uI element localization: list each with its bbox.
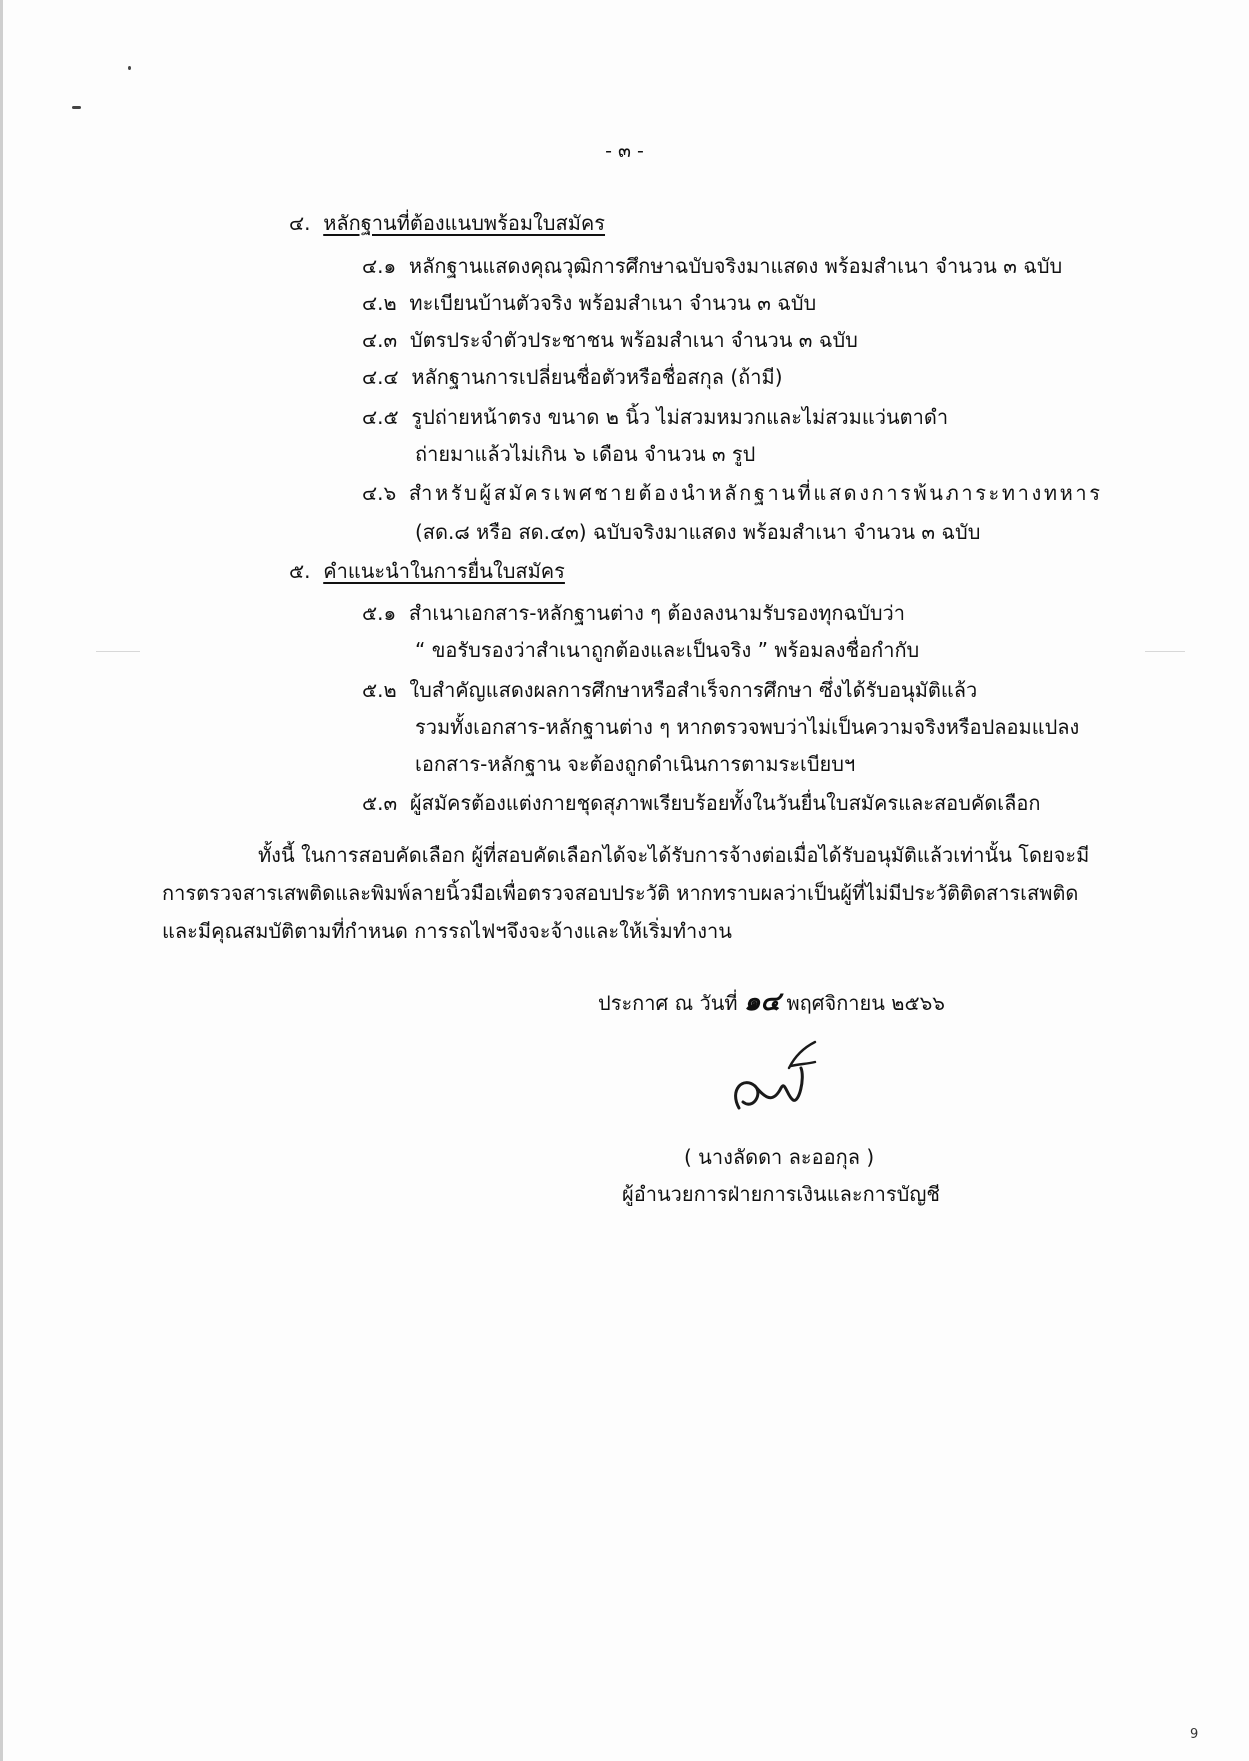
section-5-number: ๕. — [289, 559, 311, 583]
announcement-day: ๑๔ — [743, 987, 781, 1017]
item-5-2-continued: เอกสาร-หลักฐาน จะต้องถูกดำเนินการตามระเบียบฯ — [415, 752, 856, 776]
page-number: - ๓ - — [605, 140, 644, 162]
item-5-2-continued: รวมทั้งเอกสาร-หลักฐานต่าง ๆ หากตรวจพบว่าไม่เป็นความจริงหรือปลอมแปลง — [415, 715, 1080, 739]
announcement-date — [598, 989, 945, 1016]
item-4-6-continued: (สด.๘ หรือ สด.๔๓) ฉบับจริงมาแสดง พร้อมสำเนา จำนวน ๓ ฉบับ — [415, 520, 981, 544]
closing-line: ทั้งนี้ ในการสอบคัดเลือก ผู้ที่สอบคัดเลือกได้จะได้รับการจ้างต่อเมื่อได้รับอนุมัติแล้วเท่านั้น โดยจะมี — [258, 843, 1090, 867]
item-number: ๕.๑ — [362, 601, 397, 625]
item-4-5-continued: ถ่ายมาแล้วไม่เกิน ๖ เดือน จำนวน ๓ รูป — [415, 442, 756, 466]
item-text: หลักฐานการเปลี่ยนชื่อตัวหรือชื่อสกุล (ถ้ามี) — [411, 365, 783, 389]
scan-speck — [72, 106, 81, 109]
announcement-month-year: พฤศจิกายน ๒๕๖๖ — [786, 991, 945, 1015]
scan-speck — [128, 66, 131, 70]
item-text: ใบสำคัญแสดงผลการศึกษาหรือสำเร็จการศึกษา ซึ่งได้รับอนุมัติแล้ว — [409, 678, 978, 702]
scan-artifact-line — [1145, 651, 1185, 652]
item-5-2 — [362, 677, 977, 703]
closing-line: การตรวจสารเสพติดและพิมพ์ลายนิ้วมือเพื่อตรวจสอบประวัติ หากทราบผลว่าเป็นผู้ที่ไม่มีประวัติติดสารเสพติด — [162, 881, 1079, 905]
item-5-1-continued: “ ขอรับรองว่าสำเนาถูกต้องและเป็นจริง ” พร้อมลงชื่อกำกับ — [415, 638, 920, 662]
announcement-prefix: ประกาศ ณ วันที่ — [598, 991, 738, 1015]
item-text: สำเนาเอกสาร-หลักฐานต่าง ๆ ต้องลงนามรับรองทุกฉบับว่า — [408, 601, 905, 625]
corner-page-number: 9 — [1190, 1727, 1199, 1742]
item-number: ๔.๕ — [362, 405, 399, 429]
item-number: ๔.๔ — [362, 365, 399, 389]
signature-mark — [725, 1038, 835, 1128]
signatory-position: ผู้อำนวยการฝ่ายการเงินและการบัญชี — [622, 1182, 940, 1206]
item-text: สำหรับผู้สมัครเพศชายต้องนำหลักฐานที่แสดงการพ้นภาระทางทหาร — [408, 481, 1103, 505]
scan-edge — [0, 0, 3, 1761]
item-4-4 — [362, 364, 783, 390]
section-4-heading — [289, 210, 605, 236]
section-5-title: คำแนะนำในการยื่นใบสมัคร — [323, 559, 565, 583]
item-text: ผู้สมัครต้องแต่งกายชุดสุภาพเรียบร้อยทั้งในวันยื่นใบสมัครและสอบคัดเลือก — [409, 791, 1041, 815]
scan-artifact-line — [96, 651, 140, 652]
closing-line: และมีคุณสมบัติตามที่กำหนด การรถไฟฯจึงจะจ้างและให้เริ่มทำงาน — [162, 919, 732, 943]
item-4-3 — [362, 327, 858, 353]
signatory-name: ( นางลัดดา ละออกุล ) — [684, 1145, 875, 1169]
item-number: ๕.๓ — [362, 791, 398, 815]
item-text: หลักฐานแสดงคุณวุฒิการศึกษาฉบับจริงมาแสดง พร้อมสำเนา จำนวน ๓ ฉบับ — [408, 254, 1063, 278]
item-4-6 — [362, 480, 1103, 506]
item-4-1 — [362, 253, 1062, 279]
item-number: ๔.๑ — [362, 254, 397, 278]
item-number: ๔.๖ — [362, 481, 397, 505]
item-4-2 — [362, 290, 816, 316]
section-4-title: หลักฐานที่ต้องแนบพร้อมใบสมัคร — [323, 211, 606, 235]
item-number: ๕.๒ — [362, 678, 397, 702]
item-5-3 — [362, 790, 1040, 816]
item-text: ทะเบียนบ้านตัวจริง พร้อมสำเนา จำนวน ๓ ฉบับ — [409, 291, 817, 315]
section-5-heading — [289, 558, 565, 584]
item-5-1 — [362, 600, 905, 626]
item-number: ๔.๒ — [362, 291, 397, 315]
section-4-number: ๔. — [289, 211, 311, 235]
item-text: รูปถ่ายหน้าตรง ขนาด ๒ นิ้ว ไม่สวมหมวกและไม่สวมแว่นตาดำ — [411, 405, 949, 429]
item-text: บัตรประจำตัวประชาชน พร้อมสำเนา จำนวน ๓ ฉบับ — [409, 328, 858, 352]
item-4-5 — [362, 404, 948, 430]
item-number: ๔.๓ — [362, 328, 398, 352]
